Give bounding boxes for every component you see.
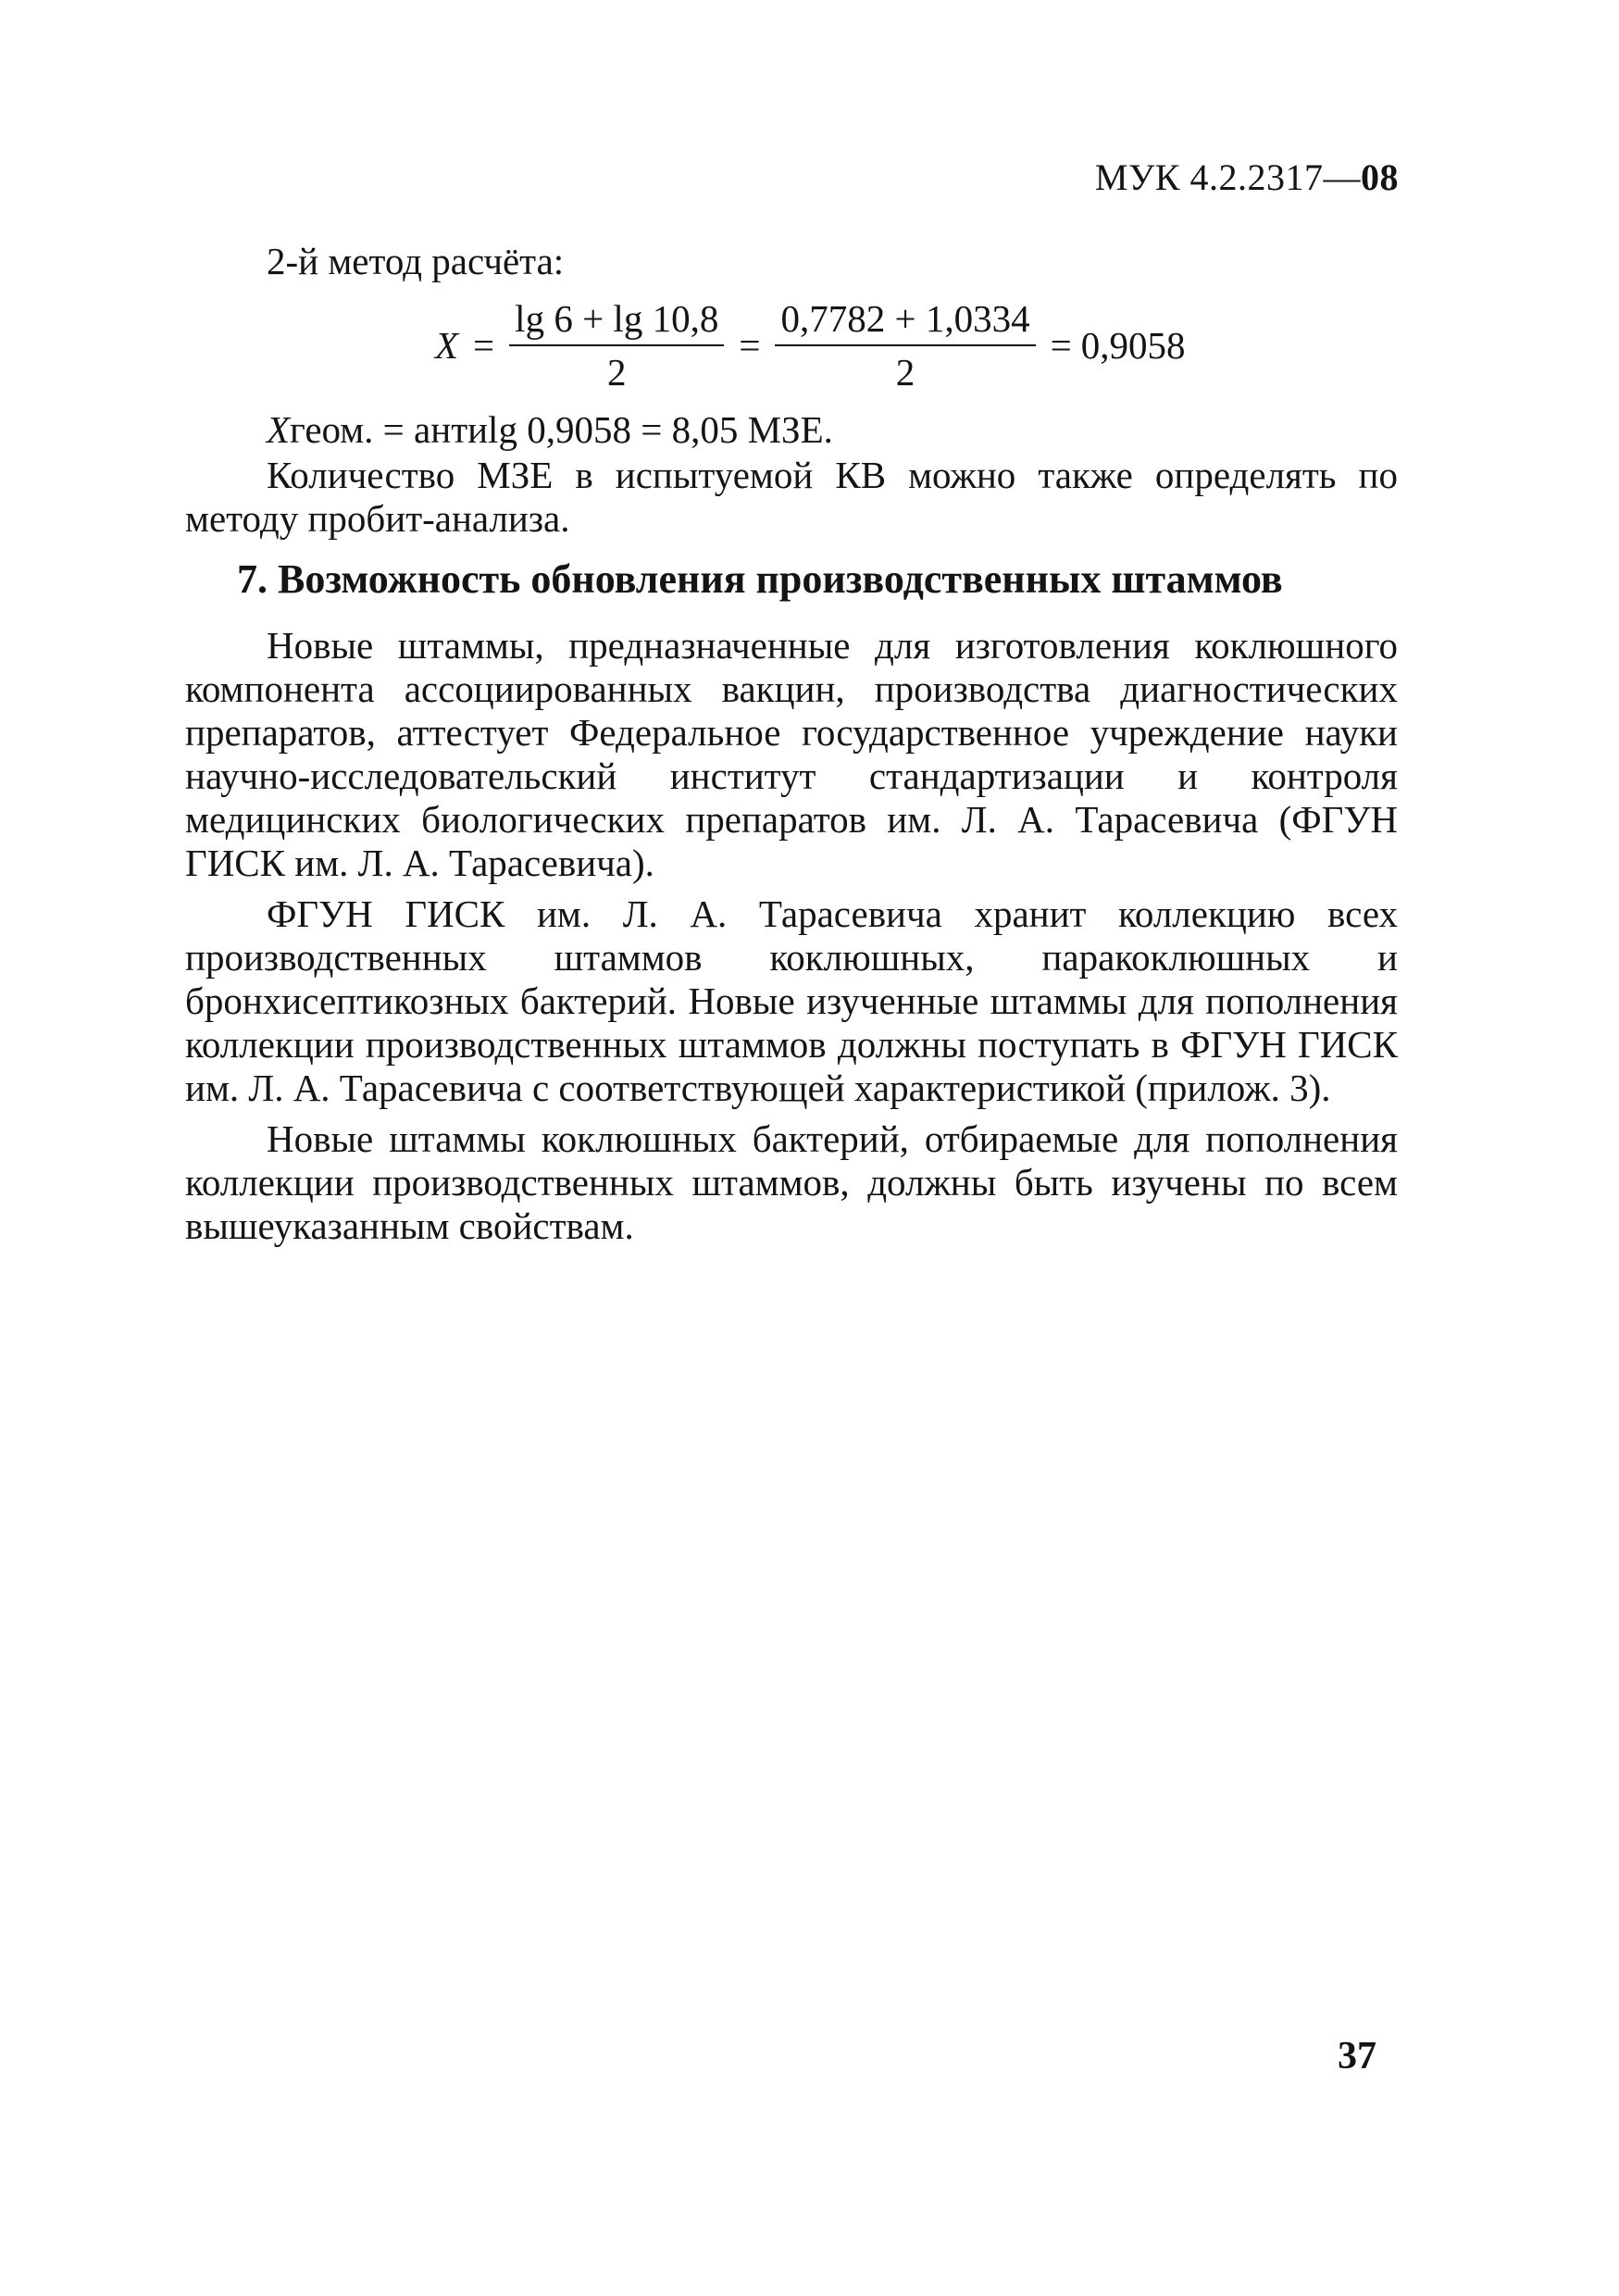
formula-equals-2: = [739, 324, 761, 367]
formula-variable: X [435, 324, 459, 367]
geometric-mean-line [267, 407, 833, 452]
body-paragraph-1: Новые штаммы, предназначенные для изготовления коклюшного компонента ассоциированных вакцин, производства диагностических препаратов, аттестует Федеральное государственное учреждение науки научно-исследовательский институт стандартизации и контроля медицинских биологических препаратов им. Л. А. Тарасевича (ФГУН ГИСК им. Л. А. Тарасевича). [185, 624, 1398, 884]
formula-equals-1: = [473, 324, 495, 367]
fraction-1-numerator: lg 6 + lg 10,8 [509, 296, 724, 346]
fraction-2-numerator: 0,7782 + 1,0334 [775, 296, 1035, 346]
fraction-1-denominator: 2 [607, 351, 627, 393]
mze-paragraph: Количество МЗЕ в испытуемой КВ можно также определять по методу пробит-анализа. [185, 454, 1398, 540]
document-code-prefix: МУК 4.2.2317— [1094, 156, 1361, 198]
formula-fraction-2 [775, 296, 1035, 394]
mze-paragraph-block [185, 454, 1398, 541]
calculation-formula [435, 294, 1185, 396]
formula-result: 0,9058 [1080, 324, 1186, 367]
geometric-mean-variable: Х [267, 408, 291, 451]
document-code-suffix: 08 [1361, 156, 1399, 198]
body-paragraph-3: Новые штаммы коклюшных бактерий, отбираемые для пополнения коллекции производственных штаммов, должны быть изучены по всем вышеуказанным свойствам. [185, 1117, 1398, 1247]
formula-fraction-1 [509, 296, 724, 394]
section-body [185, 624, 1398, 1248]
method-label: 2-й метод расчёта: [267, 240, 565, 282]
geometric-mean-text: геом. = антиlg 0,9058 = 8,05 МЗЕ. [290, 408, 833, 451]
fraction-2-denominator: 2 [895, 351, 915, 393]
page-number: 37 [1338, 2035, 1376, 2078]
section-title: 7. Возможность обновления производственных штаммов [237, 556, 1283, 602]
document-code [1095, 156, 1399, 199]
formula-equals-3: = [1050, 324, 1072, 367]
body-paragraph-2: ФГУН ГИСК им. Л. А. Тарасевича хранит коллекцию всех производственных штаммов коклюшных, паракоклюшных и бронхисептикозных бактерий. Новые изученные штаммы для пополнения коллекции производственных штаммов должны поступать в ФГУН ГИСК им. Л. А. Тарасевича с соответствующей характеристикой (прилож. 3). [185, 892, 1398, 1109]
